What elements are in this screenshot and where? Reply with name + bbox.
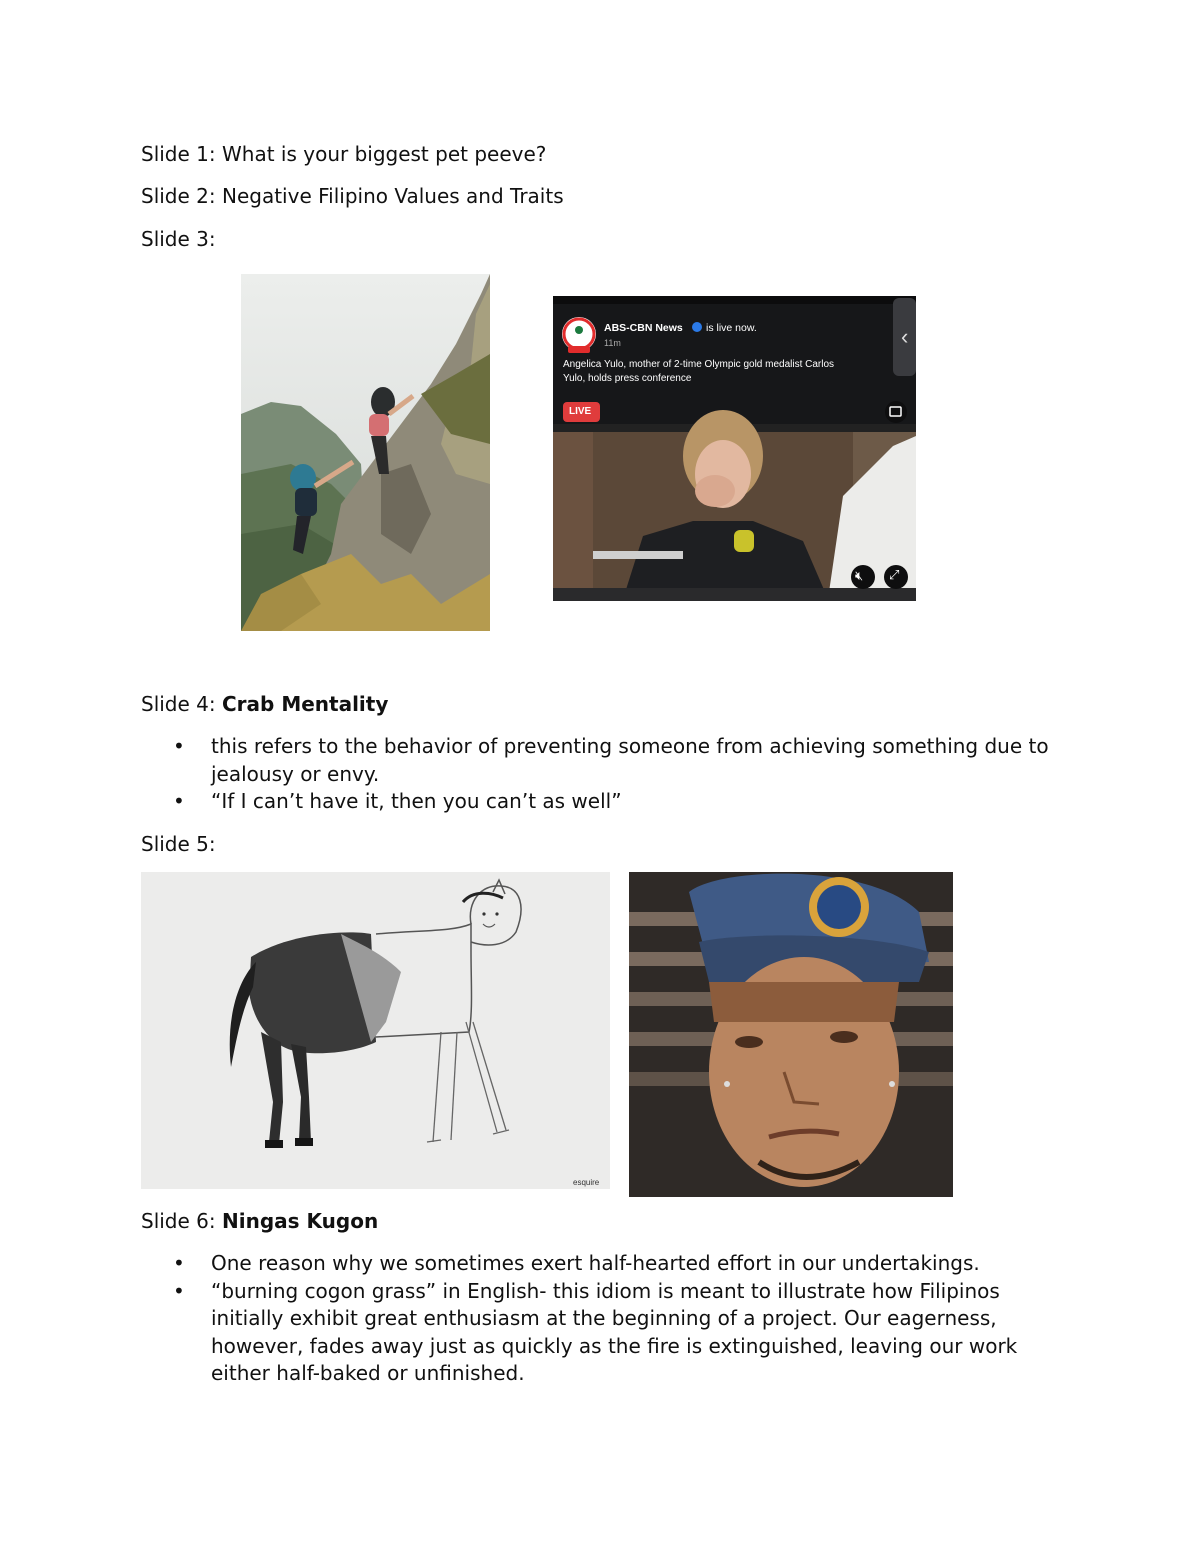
horse-drawing-image: [141, 872, 610, 1189]
climbers-photo: [241, 274, 490, 631]
slide-3-line: [141, 227, 216, 251]
slide-title: Crab Mentality: [222, 692, 389, 716]
slide-5-line: [141, 832, 216, 856]
slide-4-bullets: [141, 733, 1061, 816]
slide-6-line: [141, 1209, 378, 1233]
slide-label: Slide 5:: [141, 832, 216, 856]
live-badge: LIVE: [569, 406, 592, 417]
slide-label: Slide 4:: [141, 692, 216, 716]
list-item: • One reason why we sometimes exert half-hearted effort in our undertakings.: [141, 1250, 1061, 1278]
slide-label: Slide 3:: [141, 227, 216, 251]
man-with-cap-photo: [629, 872, 953, 1197]
fullscreen-icon: ⤢: [889, 567, 900, 582]
slide-label: Slide 2:: [141, 184, 216, 208]
slide-4-line: [141, 692, 388, 716]
slide-2-line: [141, 184, 564, 208]
news-live-screenshot: [553, 296, 916, 601]
slide-label: Slide 6:: [141, 1209, 216, 1233]
news-caption-line-1: Angelica Yulo, mother of 2-time Olympic gold medalist Carlos: [563, 359, 835, 370]
slide-label: Slide 1:: [141, 142, 216, 166]
slide-title: Negative Filipino Values and Traits: [222, 184, 564, 208]
news-caption-line-2: Yulo, holds press conference: [563, 373, 692, 384]
slide-6-bullets: [141, 1250, 1061, 1388]
slide-title: Ningas Kugon: [222, 1209, 379, 1233]
news-status: is live now.: [706, 322, 757, 334]
mute-icon: 🔇︎: [855, 568, 864, 583]
news-channel-name: ABS-CBN News: [604, 322, 683, 334]
image-credit: esquire: [573, 1178, 600, 1187]
list-item: • this refers to the behavior of preventing someone from achieving something due to jealousy or envy.: [141, 733, 1061, 788]
slide-title: What is your biggest pet peeve?: [222, 142, 547, 166]
chevron-left-icon: ‹: [901, 324, 909, 349]
list-item: • “burning cogon grass” in English- this idiom is meant to illustrate how Filipinos initially exhibit great enthusiasm at the beginning of a project. Our eagerness, however, fades away just as quickly as the fire is extinguished, leaving our work either half-baked or unfinished.: [141, 1278, 1061, 1388]
list-item: • “If I can’t have it, then you can’t as well”: [141, 788, 1061, 816]
slide-1-line: [141, 142, 546, 166]
news-time: 11m: [604, 338, 621, 348]
